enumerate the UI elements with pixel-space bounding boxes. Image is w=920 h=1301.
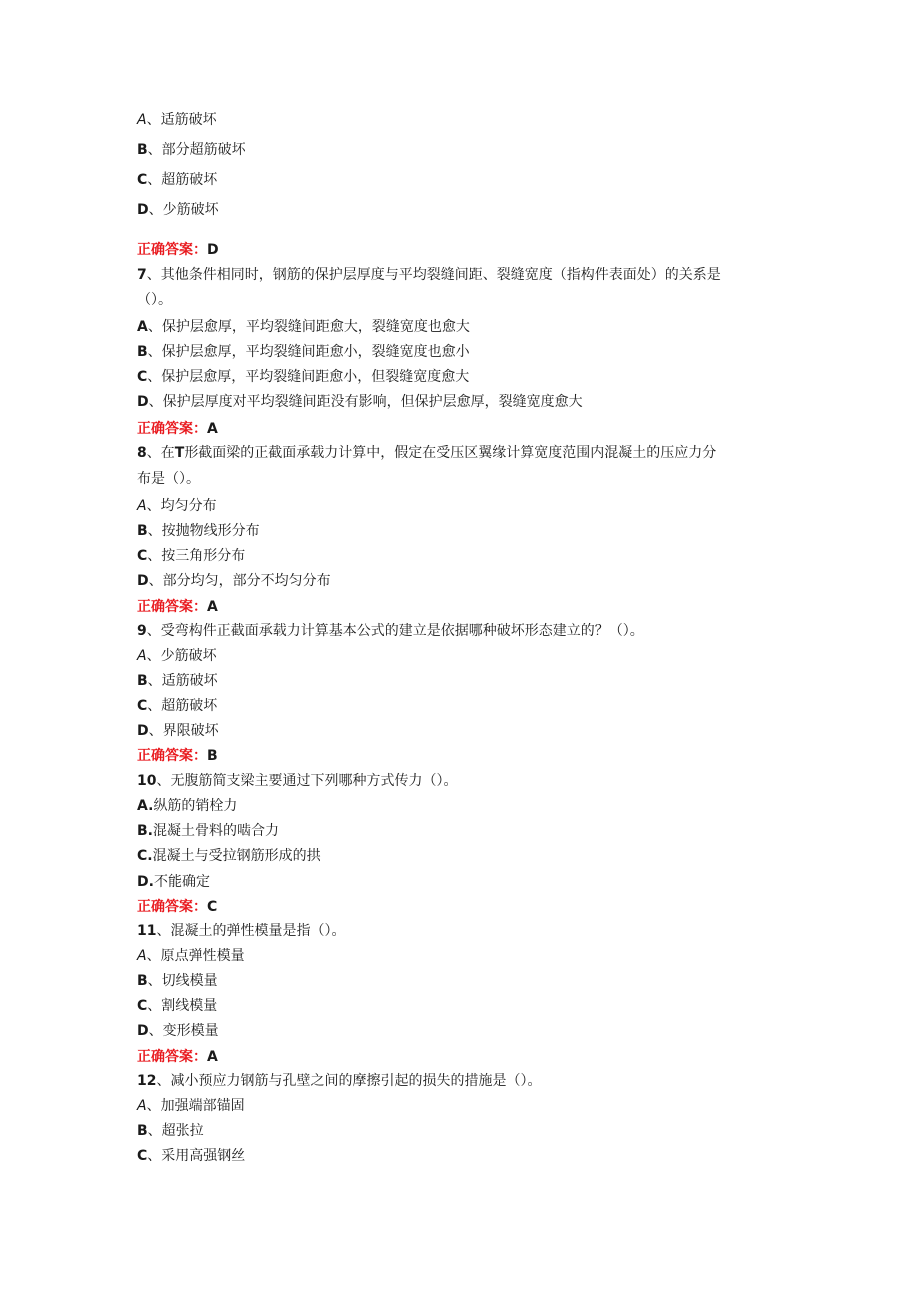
q8-stem: 8、在T形截面梁的正截面承载力计算中，假定在受压区翼缘计算宽度范围内混凝土的压应力分 bbox=[137, 445, 717, 461]
q8-stem-cont: 布是（）。 bbox=[137, 471, 200, 487]
q10-answer: 正确答案：C bbox=[137, 899, 218, 915]
q8-option-c: C、按三角形分布 bbox=[137, 548, 246, 564]
q10-option-a: A.纵筋的销栓力 bbox=[137, 798, 238, 814]
q9-answer: 正确答案：B bbox=[137, 748, 218, 764]
q9-option-c: C、超筋破坏 bbox=[137, 698, 218, 714]
q8-option-d: D、部分均匀，部分不均匀分布 bbox=[137, 573, 331, 589]
q11-option-d: D、变形模量 bbox=[137, 1023, 219, 1039]
q7-option-c: C、保护层愈厚，平均裂缝间距愈小，但裂缝宽度愈大 bbox=[137, 369, 470, 385]
q7-option-b: B、保护层愈厚，平均裂缝间距愈小，裂缝宽度也愈小 bbox=[137, 344, 470, 360]
q9-option-d: D、界限破坏 bbox=[137, 723, 219, 739]
q10-stem: 10、无腹筋简支梁主要通过下列哪种方式传力（）。 bbox=[137, 773, 458, 789]
q10-option-c: C.混凝土与受拉钢筋形成的拱 bbox=[137, 848, 321, 864]
q6-option-b: B、部分超筋破坏 bbox=[137, 142, 246, 158]
q6-option-a: A、适筋破坏 bbox=[137, 112, 217, 128]
q8-answer: 正确答案：A bbox=[137, 599, 218, 615]
q7-stem: 7、其他条件相同时，钢筋的保护层厚度与平均裂缝间距、裂缝宽度（指构件表面处）的关系是 bbox=[137, 267, 721, 283]
q12-option-b: B、超张拉 bbox=[137, 1123, 204, 1139]
q10-option-b: B.混凝土骨料的啮合力 bbox=[137, 823, 279, 839]
q11-option-c: C、割线模量 bbox=[137, 998, 218, 1014]
q7-option-a: A、保护层愈厚，平均裂缝间距愈大，裂缝宽度也愈大 bbox=[137, 319, 470, 335]
q12-option-a: A、加强端部锚固 bbox=[137, 1098, 245, 1114]
q9-stem: 9、受弯构件正截面承载力计算基本公式的建立是依据哪种破坏形态建立的？（）。 bbox=[137, 623, 644, 639]
q11-stem: 11、混凝土的弹性模量是指（）。 bbox=[137, 923, 346, 939]
q11-answer: 正确答案：A bbox=[137, 1049, 218, 1065]
q9-option-b: B、适筋破坏 bbox=[137, 673, 218, 689]
q6-option-d: D、少筋破坏 bbox=[137, 202, 219, 218]
q6-option-c: C、超筋破坏 bbox=[137, 172, 218, 188]
q6-answer: 正确答案：D bbox=[137, 242, 219, 258]
q8-option-b: B、按抛物线形分布 bbox=[137, 523, 260, 539]
q7-answer: 正确答案：A bbox=[137, 421, 218, 437]
q9-option-a: A、少筋破坏 bbox=[137, 648, 217, 664]
q12-option-c: C、采用高强钢丝 bbox=[137, 1148, 246, 1164]
q12-stem: 12、减小预应力钢筋与孔壁之间的摩擦引起的损失的措施是（）。 bbox=[137, 1073, 542, 1089]
q11-option-b: B、切线模量 bbox=[137, 973, 218, 989]
q11-option-a: A、原点弹性模量 bbox=[137, 948, 245, 964]
q10-option-d: D.不能确定 bbox=[137, 874, 210, 890]
q7-option-d: D、保护层厚度对平均裂缝间距没有影响，但保护层愈厚，裂缝宽度愈大 bbox=[137, 394, 583, 410]
q8-option-a: A、均匀分布 bbox=[137, 498, 217, 514]
q7-stem-cont: （）。 bbox=[137, 292, 172, 308]
